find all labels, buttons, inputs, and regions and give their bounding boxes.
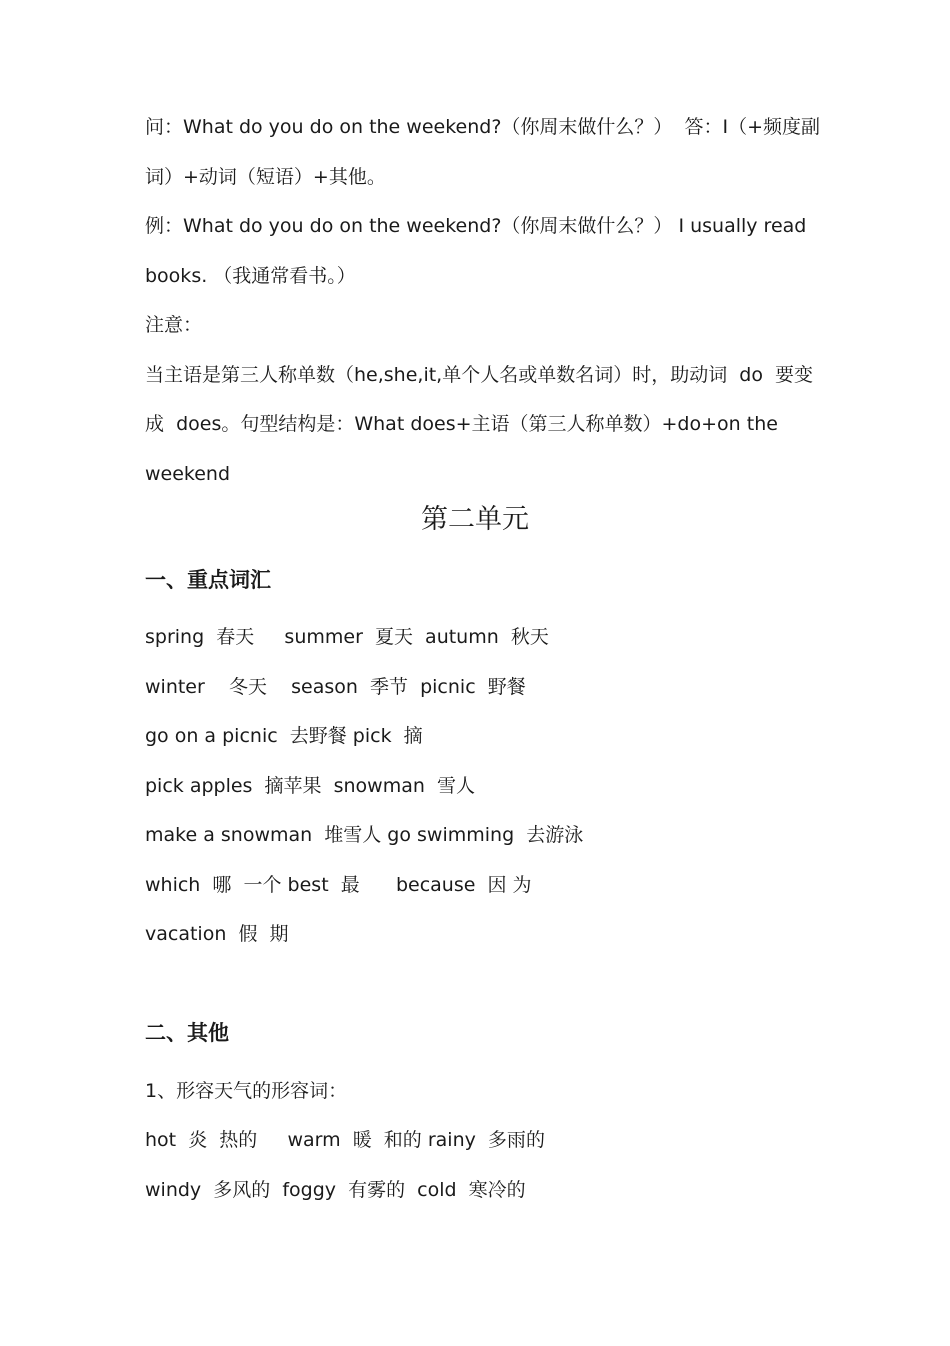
- section-heading-vocabulary: 一、重点词汇: [145, 568, 271, 592]
- intro-line-7: 成 does。句型结构是：What does+主语（第三人称单数）+do+on the: [145, 413, 778, 435]
- intro-line-3: 例：What do you do on the weekend?（你周末做什么？） I usually read: [145, 215, 807, 237]
- vocab-line-3: go on a picnic 去野餐 pick 摘: [145, 725, 423, 747]
- intro-line-4: books. （我通常看书。）: [145, 265, 356, 287]
- vocab-line-4: pick apples 摘苹果 snowman 雪人: [145, 775, 475, 797]
- section-heading-other: 二、其他: [145, 1021, 229, 1045]
- intro-line-6: 当主语是第三人称单数（he,she,it,单个人名或单数名词）时，助动词 do 要变: [145, 364, 814, 386]
- intro-line-8: weekend: [145, 463, 231, 485]
- vocab-line-2: winter 冬天 season 季节 picnic 野餐: [145, 676, 526, 698]
- other-line-2: hot 炎 热的 warm 暖 和的 rainy 多雨的: [145, 1129, 545, 1151]
- intro-line-1: 问：What do you do on the weekend?（你周末做什么？） 答：I（+频度副: [145, 116, 821, 138]
- intro-line-5: 注意：: [145, 314, 203, 336]
- unit-title: 第二单元: [421, 504, 529, 535]
- other-line-3: windy 多风的 foggy 有雾的 cold 寒冷的: [145, 1179, 526, 1201]
- vocab-line-5: make a snowman 堆雪人 go swimming 去游泳: [145, 824, 584, 846]
- other-line-1: 1、形容天气的形容词：: [145, 1080, 348, 1102]
- vocab-line-6: which 哪 一个 best 最 because 因 为: [145, 874, 532, 896]
- vocab-line-1: spring 春天 summer 夏天 autumn 秋天: [145, 626, 549, 648]
- intro-line-2: 词）+动词（短语）+其他。: [145, 166, 386, 188]
- vocab-line-7: vacation 假 期: [145, 923, 289, 945]
